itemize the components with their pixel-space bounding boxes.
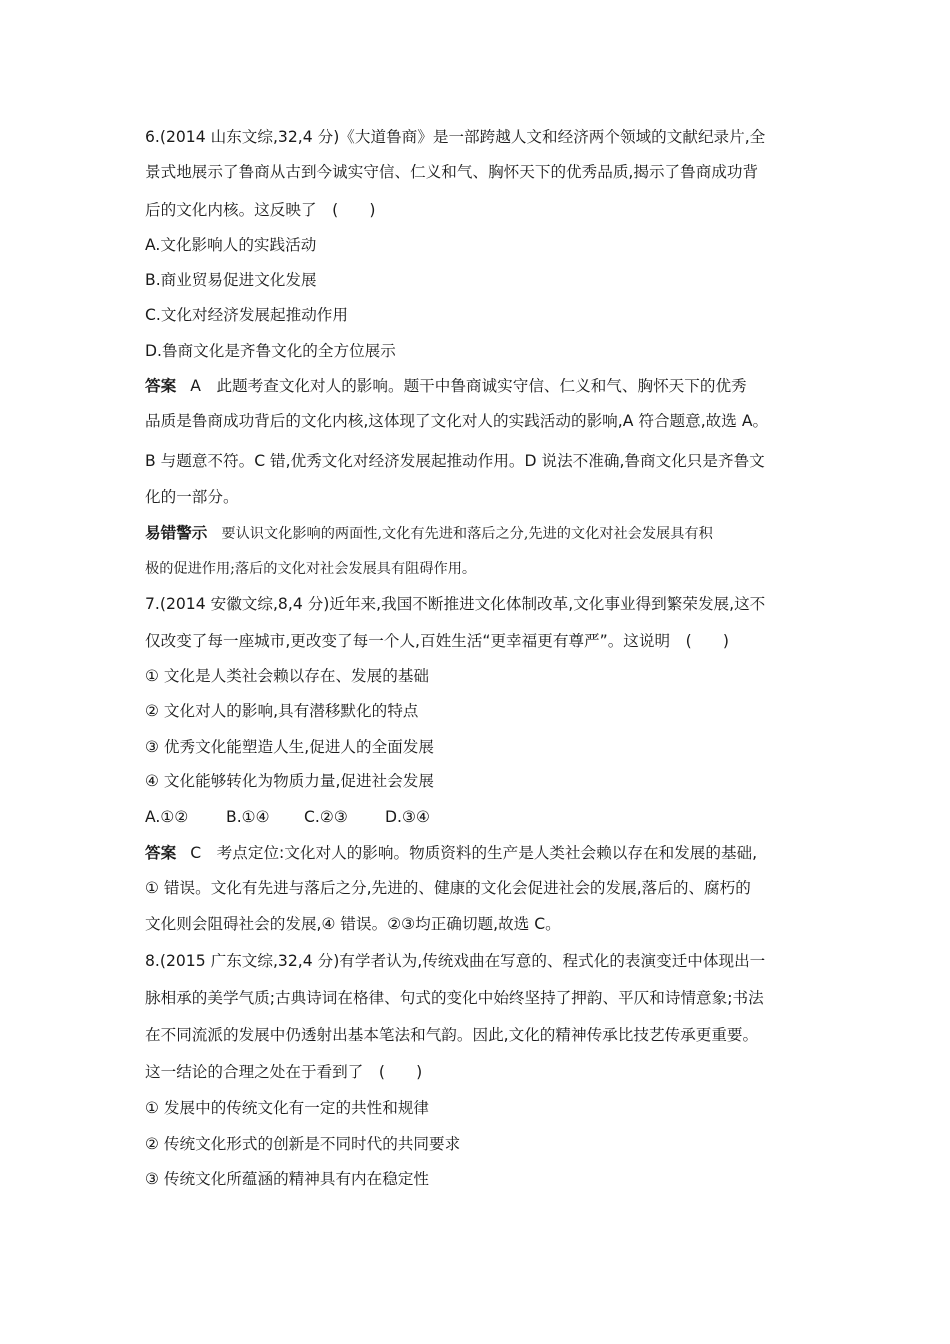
q7-answer-text-1: C 考点定位:文化对人的影响。物质资料的生产是人类社会赖以存在和发展的基础, [190, 844, 758, 862]
q6-stem-line-2: 景式地展示了鲁商从古到今诚实守信、仁义和气、胸怀天下的优秀品质,揭示了鲁商成功背 [145, 163, 759, 181]
q7-statement-4: ④ 文化能够转化为物质力量,促进社会发展 [145, 772, 434, 790]
q6-warning-text-1: 要认识文化影响的两面性,文化有先进和落后之分,先进的文化对社会发展具有积 [221, 526, 713, 542]
q8-stem-line-2: 脉相承的美学气质;古典诗词在格律、句式的变化中始终坚持了押韵、平仄和诗情意象;书法 [145, 989, 764, 1007]
q6-warning-label: 易错警示 [145, 524, 208, 542]
q7-statement-3: ③ 优秀文化能塑造人生,促进人的全面发展 [145, 738, 434, 756]
q7-choice-d: D.③④ [385, 808, 430, 826]
q8-stem-line-1: 8.(2015 广东文综,32,4 分)有学者认为,传统戏曲在写意的、程式化的表演变迁中体现出一 [145, 952, 766, 970]
q7-choice-a: A.①② [145, 808, 189, 826]
q7-stem-line-2: 仅改变了每一座城市,更改变了每一个人,百姓生活“更幸福更有尊严”。这说明 ( ) [145, 632, 730, 650]
q7-answer-line-3: 文化则会阻碍社会的发展,④ 错误。②③均正确切题,故选 C。 [145, 915, 561, 933]
q8-statement-1: ① 发展中的传统文化有一定的共性和规律 [145, 1099, 430, 1117]
q6-answer-line-2: 品质是鲁商成功背后的文化内核,这体现了文化对人的实践活动的影响,A 符合题意,故选 A。 [145, 412, 769, 430]
q6-option-a: A.文化影响人的实践活动 [145, 236, 317, 254]
q7-stem-line-1: 7.(2014 安徽文综,8,4 分)近年来,我国不断推进文化体制改革,文化事业得到繁荣发展,这不 [145, 595, 766, 613]
q6-answer-line-4: 化的一部分。 [145, 488, 239, 506]
q8-stem-line-3: 在不同流派的发展中仍透射出基本笔法和气韵。因此,文化的精神传承比技艺传承更重要。 [145, 1026, 759, 1044]
q6-answer-line-1 [145, 375, 747, 397]
q7-choice-c: C.②③ [304, 808, 348, 826]
q6-option-d: D.鲁商文化是齐鲁文化的全方位展示 [145, 342, 396, 360]
q6-warning-line-1 [145, 522, 713, 545]
q8-statement-3: ③ 传统文化所蕴涵的精神具有内在稳定性 [145, 1170, 430, 1188]
q6-option-b: B.商业贸易促进文化发展 [145, 271, 317, 289]
q7-answer-line-1 [145, 842, 757, 864]
q6-warning-line-2: 极的促进作用;落后的文化对社会发展具有阻碍作用。 [145, 561, 477, 577]
q6-answer-label: 答案 [145, 377, 177, 395]
q8-statement-2: ② 传统文化形式的创新是不同时代的共同要求 [145, 1135, 461, 1153]
q6-answer-text-1: A 此题考查文化对人的影响。题干中鲁商诚实守信、仁义和气、胸怀天下的优秀 [190, 377, 747, 395]
q6-answer-line-3: B 与题意不符。C 错,优秀文化对经济发展起推动作用。D 说法不准确,鲁商文化只是齐鲁文 [145, 452, 765, 470]
q7-answer-label: 答案 [145, 844, 177, 862]
q7-choice-b: B.①④ [226, 808, 270, 826]
q7-statement-2: ② 文化对人的影响,具有潜移默化的特点 [145, 702, 419, 720]
q6-option-c: C.文化对经济发展起推动作用 [145, 306, 348, 324]
q6-stem-line-3: 后的文化内核。这反映了 ( ) [145, 201, 376, 219]
q7-statement-1: ① 文化是人类社会赖以存在、发展的基础 [145, 667, 430, 685]
q7-answer-line-2: ① 错误。文化有先进与落后之分,先进的、健康的文化会促进社会的发展,落后的、腐朽的 [145, 879, 751, 897]
q8-stem-line-4: 这一结论的合理之处在于看到了 ( ) [145, 1063, 423, 1081]
q6-stem-line-1: 6.(2014 山东文综,32,4 分)《大道鲁商》是一部跨越人文和经济两个领域的文献纪录片,全 [145, 128, 766, 146]
